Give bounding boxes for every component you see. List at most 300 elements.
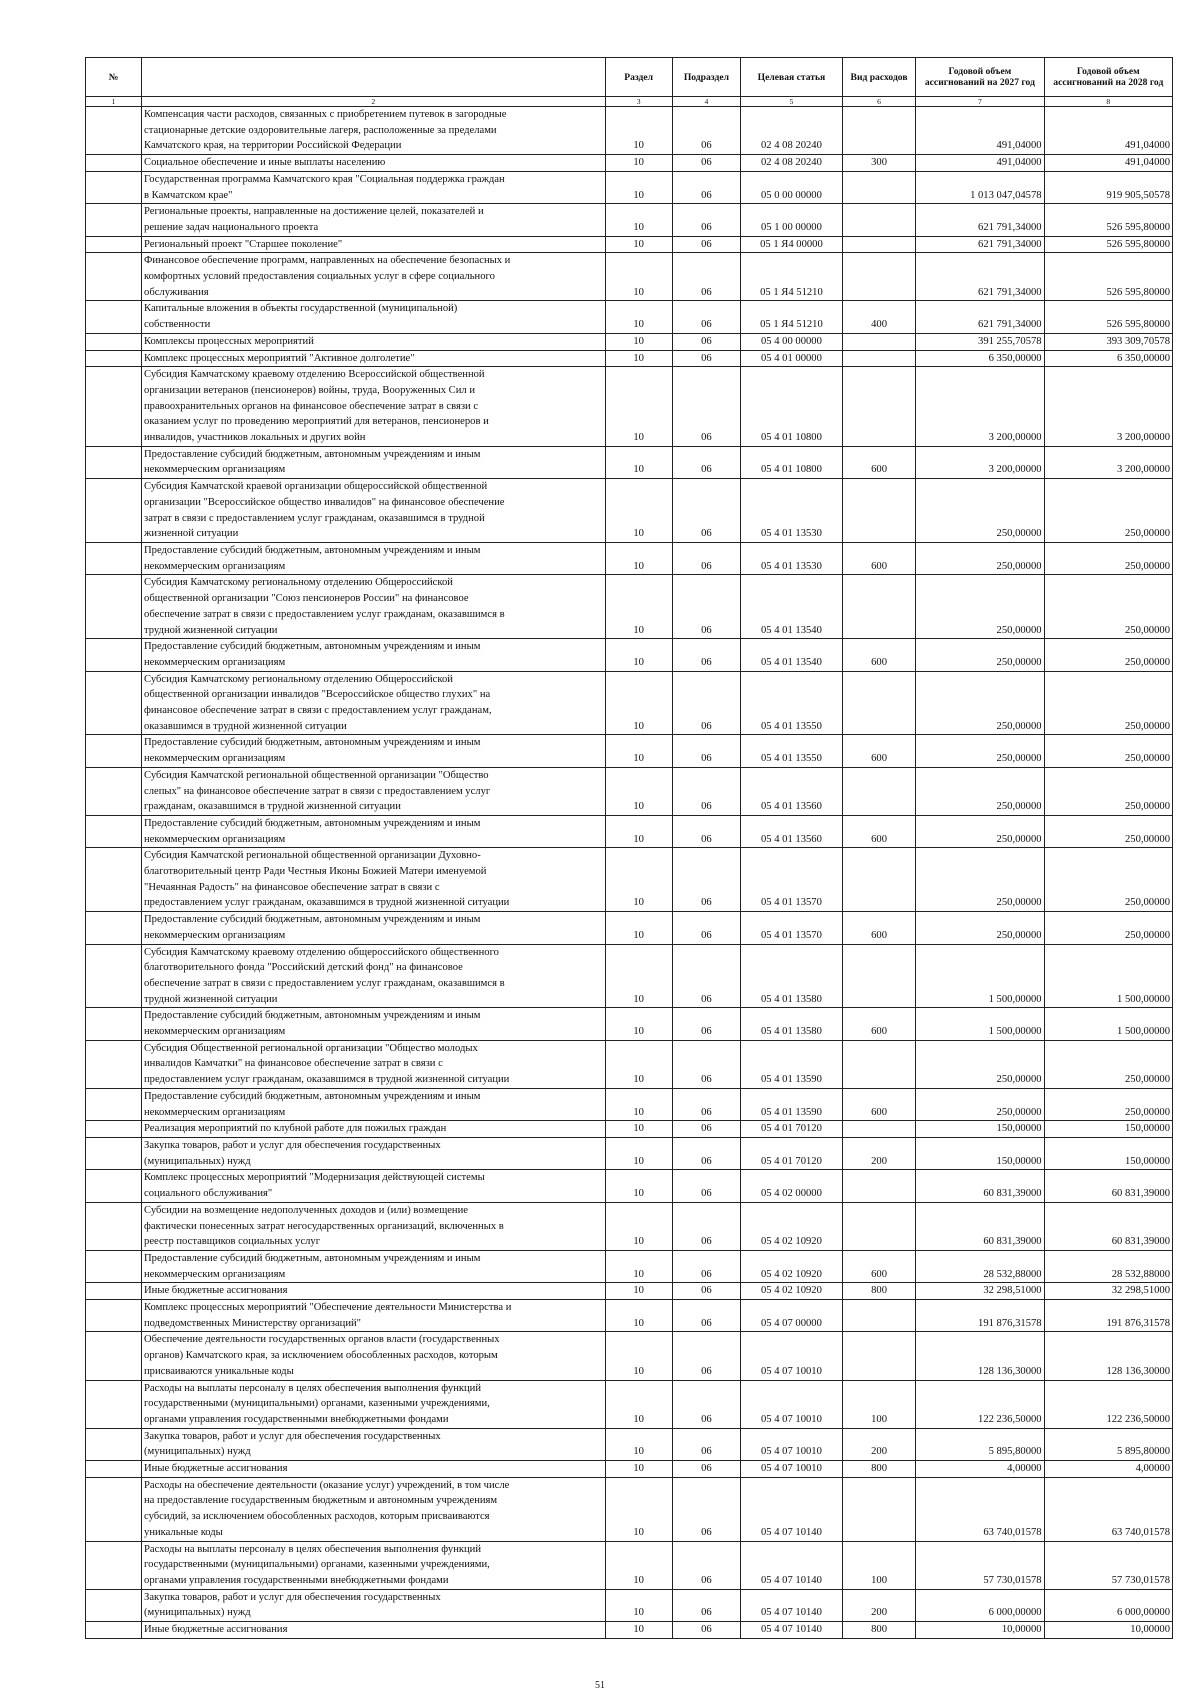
cell-amount-2027: 491,04000 xyxy=(916,155,1044,172)
col-header-expense-type: Вид расходов xyxy=(842,58,915,97)
cell-amount-2028: 3 200,00000 xyxy=(1044,446,1172,478)
col-header-2027: Годовой объем ассигнований на 2027 год xyxy=(916,58,1044,97)
cell-razdel: 10 xyxy=(605,575,672,639)
cell-expense-type xyxy=(842,253,915,301)
cell-number xyxy=(86,1008,142,1040)
cell-podrazdel: 06 xyxy=(672,671,740,735)
cell-podrazdel: 06 xyxy=(672,1428,740,1460)
cell-podrazdel: 06 xyxy=(672,767,740,815)
cell-item-name: Государственная программа Камчатского края "Социальная поддержка граждан в Камчатском крае" xyxy=(142,171,606,203)
col-index: 3 xyxy=(605,97,672,107)
cell-razdel: 10 xyxy=(605,236,672,253)
cell-razdel: 10 xyxy=(605,944,672,1008)
cell-amount-2027: 28 532,88000 xyxy=(916,1250,1044,1282)
cell-number xyxy=(86,367,142,447)
cell-amount-2028: 250,00000 xyxy=(1044,848,1172,912)
cell-amount-2028: 526 595,80000 xyxy=(1044,204,1172,236)
cell-razdel: 10 xyxy=(605,1622,672,1639)
cell-razdel: 10 xyxy=(605,1380,672,1428)
table-row xyxy=(86,1121,1173,1138)
cell-number xyxy=(86,1283,142,1300)
cell-number xyxy=(86,1121,142,1138)
cell-amount-2027: 1 013 047,04578 xyxy=(916,171,1044,203)
cell-amount-2027: 250,00000 xyxy=(916,735,1044,767)
cell-item-name: Субсидия Камчатскому региональному отделению Общероссийской общественной организации "Союз пенсионеров России" на финансовое обеспечение затрат в связи с предоставлением услуг гражданам, оказавшимся в трудной жизненной ситуации xyxy=(142,575,606,639)
cell-amount-2027: 122 236,50000 xyxy=(916,1380,1044,1428)
cell-amount-2028: 1 500,00000 xyxy=(1044,944,1172,1008)
cell-item-name: Предоставление субсидий бюджетным, автономным учреждениям и иным некоммерческим организациям xyxy=(142,639,606,671)
cell-amount-2028: 250,00000 xyxy=(1044,671,1172,735)
cell-expense-type: 600 xyxy=(842,639,915,671)
cell-expense-type xyxy=(842,107,915,155)
cell-number xyxy=(86,350,142,367)
cell-amount-2027: 250,00000 xyxy=(916,767,1044,815)
cell-expense-type xyxy=(842,1332,915,1380)
cell-target-article: 05 4 01 13570 xyxy=(741,848,843,912)
cell-razdel: 10 xyxy=(605,1121,672,1138)
table-row xyxy=(86,350,1173,367)
cell-item-name: Региональный проект "Старшее поколение" xyxy=(142,236,606,253)
cell-expense-type: 600 xyxy=(842,446,915,478)
table-row xyxy=(86,1622,1173,1639)
table-row xyxy=(86,1088,1173,1120)
cell-amount-2027: 4,00000 xyxy=(916,1461,1044,1478)
cell-amount-2028: 919 905,50578 xyxy=(1044,171,1172,203)
cell-target-article: 05 4 07 10140 xyxy=(741,1541,843,1589)
cell-razdel: 10 xyxy=(605,367,672,447)
cell-target-article: 05 4 07 10010 xyxy=(741,1461,843,1478)
cell-razdel: 10 xyxy=(605,1170,672,1202)
cell-amount-2028: 6 350,00000 xyxy=(1044,350,1172,367)
table-row xyxy=(86,1477,1173,1541)
cell-number xyxy=(86,301,142,333)
cell-amount-2028: 191 876,31578 xyxy=(1044,1300,1172,1332)
cell-target-article: 05 1 Я4 00000 xyxy=(741,236,843,253)
col-index: 5 xyxy=(741,97,843,107)
cell-expense-type: 800 xyxy=(842,1622,915,1639)
cell-podrazdel: 06 xyxy=(672,1088,740,1120)
cell-target-article: 05 4 07 10140 xyxy=(741,1622,843,1639)
cell-number xyxy=(86,1622,142,1639)
cell-target-article: 05 4 01 13580 xyxy=(741,944,843,1008)
cell-number xyxy=(86,1138,142,1170)
cell-target-article: 05 4 01 13590 xyxy=(741,1088,843,1120)
cell-item-name: Капитальные вложения в объекты государственной (муниципальной) собственности xyxy=(142,301,606,333)
cell-razdel: 10 xyxy=(605,333,672,350)
cell-podrazdel: 06 xyxy=(672,301,740,333)
cell-podrazdel: 06 xyxy=(672,1008,740,1040)
cell-amount-2027: 60 831,39000 xyxy=(916,1202,1044,1250)
cell-target-article: 05 4 01 13580 xyxy=(741,1008,843,1040)
cell-podrazdel: 06 xyxy=(672,1138,740,1170)
cell-item-name: Предоставление субсидий бюджетным, автономным учреждениям и иным некоммерческим организациям xyxy=(142,1250,606,1282)
cell-target-article: 05 4 01 13570 xyxy=(741,912,843,944)
cell-amount-2027: 491,04000 xyxy=(916,107,1044,155)
cell-number xyxy=(86,479,142,543)
cell-number xyxy=(86,1300,142,1332)
cell-amount-2027: 150,00000 xyxy=(916,1121,1044,1138)
cell-razdel: 10 xyxy=(605,155,672,172)
cell-amount-2027: 621 791,34000 xyxy=(916,236,1044,253)
cell-target-article: 05 4 07 10010 xyxy=(741,1428,843,1460)
cell-item-name: Иные бюджетные ассигнования xyxy=(142,1622,606,1639)
table-row xyxy=(86,479,1173,543)
table-row xyxy=(86,1589,1173,1621)
cell-amount-2027: 621 791,34000 xyxy=(916,253,1044,301)
cell-amount-2028: 5 895,80000 xyxy=(1044,1428,1172,1460)
cell-expense-type xyxy=(842,171,915,203)
cell-item-name: Финансовое обеспечение программ, направленных на обеспечение безопасных и комфортных условий предоставления социальных услуг в сфере социального обслуживания xyxy=(142,253,606,301)
cell-amount-2027: 6 000,00000 xyxy=(916,1589,1044,1621)
cell-podrazdel: 06 xyxy=(672,446,740,478)
cell-razdel: 10 xyxy=(605,479,672,543)
cell-amount-2028: 63 740,01578 xyxy=(1044,1477,1172,1541)
header-row xyxy=(86,58,1173,97)
cell-podrazdel: 06 xyxy=(672,350,740,367)
cell-expense-type xyxy=(842,1202,915,1250)
table-row xyxy=(86,1040,1173,1088)
cell-podrazdel: 06 xyxy=(672,815,740,847)
cell-razdel: 10 xyxy=(605,848,672,912)
cell-target-article: 05 4 02 00000 xyxy=(741,1170,843,1202)
cell-expense-type xyxy=(842,204,915,236)
cell-number xyxy=(86,944,142,1008)
cell-target-article: 05 4 01 13540 xyxy=(741,639,843,671)
cell-expense-type: 300 xyxy=(842,155,915,172)
cell-amount-2028: 250,00000 xyxy=(1044,542,1172,574)
cell-expense-type xyxy=(842,944,915,1008)
cell-amount-2028: 526 595,80000 xyxy=(1044,301,1172,333)
table-row xyxy=(86,333,1173,350)
cell-amount-2027: 3 200,00000 xyxy=(916,367,1044,447)
cell-amount-2027: 57 730,01578 xyxy=(916,1541,1044,1589)
cell-podrazdel: 06 xyxy=(672,1541,740,1589)
cell-amount-2028: 32 298,51000 xyxy=(1044,1283,1172,1300)
col-header-2028: Годовой объем ассигнований на 2028 год xyxy=(1044,58,1172,97)
cell-amount-2028: 150,00000 xyxy=(1044,1138,1172,1170)
cell-amount-2027: 150,00000 xyxy=(916,1138,1044,1170)
cell-amount-2028: 526 595,80000 xyxy=(1044,253,1172,301)
cell-number xyxy=(86,1380,142,1428)
cell-item-name: Комплекс процессных мероприятий "Модернизация действующей системы социального обслуживания" xyxy=(142,1170,606,1202)
cell-amount-2028: 10,00000 xyxy=(1044,1622,1172,1639)
col-header-razdel: Раздел xyxy=(605,58,672,97)
cell-item-name: Субсидия Камчатской региональной общественной организации Духовно- благотворительный центр Ради Честныя Иконы Божией Матери именуемой "Нечаянная Радость" на финансовое обеспечение затрат в связи с предоставлением услуг гражданам, оказавшимся в трудной жизненной ситуации xyxy=(142,848,606,912)
col-index: 2 xyxy=(142,97,606,107)
cell-target-article: 05 4 01 13560 xyxy=(741,767,843,815)
cell-razdel: 10 xyxy=(605,171,672,203)
cell-number xyxy=(86,171,142,203)
cell-number xyxy=(86,735,142,767)
table-row xyxy=(86,1170,1173,1202)
cell-expense-type xyxy=(842,236,915,253)
cell-item-name: Субсидия Камчатскому региональному отделению Общероссийской общественной организации инвалидов "Всероссийское общество глухих" на финансовое обеспечение затрат в связи с предоставлением услуг гражданам, оказавшимся в трудной жизненной ситуации xyxy=(142,671,606,735)
cell-podrazdel: 06 xyxy=(672,1250,740,1282)
cell-razdel: 10 xyxy=(605,1088,672,1120)
cell-item-name: Обеспечение деятельности государственных органов власти (государственных органов) Камчатского края, за исключением обособленных расходов, которым присваиваются уникальные коды xyxy=(142,1332,606,1380)
cell-amount-2027: 3 200,00000 xyxy=(916,446,1044,478)
cell-razdel: 10 xyxy=(605,1202,672,1250)
col-index: 4 xyxy=(672,97,740,107)
cell-amount-2028: 526 595,80000 xyxy=(1044,236,1172,253)
cell-expense-type: 600 xyxy=(842,1008,915,1040)
cell-amount-2027: 391 255,70578 xyxy=(916,333,1044,350)
cell-item-name: Субсидия Камчатскому краевому отделению Всероссийской общественной организации ветеранов (пенсионеров) войны, труда, Вооруженных Сил и правоохранительных органов на финансовое обеспечение затрат в связи с оказанием услуг по проведению мероприятий для ветеранов, пенсионеров и инвалидов, участников локальных и других войн xyxy=(142,367,606,447)
table-row xyxy=(86,944,1173,1008)
cell-number xyxy=(86,848,142,912)
cell-item-name: Субсидии на возмещение недополученных доходов и (или) возмещение фактически понесенных затрат негосударственных организаций, включенных в реестр поставщиков социальных услуг xyxy=(142,1202,606,1250)
cell-podrazdel: 06 xyxy=(672,479,740,543)
cell-target-article: 05 4 01 00000 xyxy=(741,350,843,367)
cell-amount-2027: 191 876,31578 xyxy=(916,1300,1044,1332)
cell-expense-type: 100 xyxy=(842,1541,915,1589)
cell-number xyxy=(86,204,142,236)
cell-podrazdel: 06 xyxy=(672,333,740,350)
cell-target-article: 02 4 08 20240 xyxy=(741,107,843,155)
cell-amount-2027: 621 791,34000 xyxy=(916,301,1044,333)
cell-amount-2027: 32 298,51000 xyxy=(916,1283,1044,1300)
cell-razdel: 10 xyxy=(605,1428,672,1460)
cell-item-name: Иные бюджетные ассигнования xyxy=(142,1461,606,1478)
cell-item-name: Расходы на выплаты персоналу в целях обеспечения выполнения функций государственными (муниципальными) органами, казенными учреждениями, органами управления государственными внебюджетными фондами xyxy=(142,1541,606,1589)
cell-podrazdel: 06 xyxy=(672,1283,740,1300)
cell-item-name: Закупка товаров, работ и услуг для обеспечения государственных (муниципальных) нужд xyxy=(142,1428,606,1460)
cell-amount-2028: 250,00000 xyxy=(1044,575,1172,639)
cell-amount-2027: 250,00000 xyxy=(916,912,1044,944)
cell-podrazdel: 06 xyxy=(672,1332,740,1380)
cell-item-name: Предоставление субсидий бюджетным, автономным учреждениям и иным некоммерческим организациям xyxy=(142,735,606,767)
table-row xyxy=(86,1283,1173,1300)
cell-podrazdel: 06 xyxy=(672,155,740,172)
table-row xyxy=(86,1461,1173,1478)
cell-amount-2027: 250,00000 xyxy=(916,1088,1044,1120)
cell-target-article: 05 4 00 00000 xyxy=(741,333,843,350)
cell-amount-2027: 60 831,39000 xyxy=(916,1170,1044,1202)
cell-number xyxy=(86,815,142,847)
cell-razdel: 10 xyxy=(605,204,672,236)
cell-item-name: Комплекс процессных мероприятий "Обеспечение деятельности Министерства и подведомственных Министерству организаций" xyxy=(142,1300,606,1332)
cell-number xyxy=(86,1428,142,1460)
table-row xyxy=(86,542,1173,574)
table-row xyxy=(86,1300,1173,1332)
cell-razdel: 10 xyxy=(605,107,672,155)
cell-expense-type: 400 xyxy=(842,301,915,333)
cell-target-article: 05 4 01 13550 xyxy=(741,671,843,735)
cell-number xyxy=(86,575,142,639)
col-header-name xyxy=(142,58,606,97)
cell-number xyxy=(86,1477,142,1541)
page-number: 51 xyxy=(595,1680,605,1691)
cell-number xyxy=(86,912,142,944)
col-index: 8 xyxy=(1044,97,1172,107)
cell-razdel: 10 xyxy=(605,350,672,367)
cell-razdel: 10 xyxy=(605,912,672,944)
cell-item-name: Закупка товаров, работ и услуг для обеспечения государственных (муниципальных) нужд xyxy=(142,1138,606,1170)
cell-razdel: 10 xyxy=(605,1283,672,1300)
cell-amount-2028: 250,00000 xyxy=(1044,735,1172,767)
cell-number xyxy=(86,671,142,735)
cell-target-article: 05 1 00 00000 xyxy=(741,204,843,236)
cell-expense-type: 600 xyxy=(842,542,915,574)
cell-razdel: 10 xyxy=(605,1138,672,1170)
cell-target-article: 05 4 07 10140 xyxy=(741,1477,843,1541)
cell-amount-2028: 122 236,50000 xyxy=(1044,1380,1172,1428)
cell-expense-type xyxy=(842,350,915,367)
table-row xyxy=(86,735,1173,767)
table-row xyxy=(86,1250,1173,1282)
cell-podrazdel: 06 xyxy=(672,1202,740,1250)
cell-target-article: 05 4 01 13560 xyxy=(741,815,843,847)
cell-razdel: 10 xyxy=(605,1589,672,1621)
cell-amount-2028: 4,00000 xyxy=(1044,1461,1172,1478)
cell-amount-2028: 491,04000 xyxy=(1044,107,1172,155)
cell-number xyxy=(86,236,142,253)
cell-number xyxy=(86,639,142,671)
cell-amount-2027: 1 500,00000 xyxy=(916,1008,1044,1040)
cell-amount-2027: 621 791,34000 xyxy=(916,204,1044,236)
col-header-num: № xyxy=(86,58,142,97)
cell-item-name: Предоставление субсидий бюджетным, автономным учреждениям и иным некоммерческим организациям xyxy=(142,912,606,944)
cell-amount-2027: 5 895,80000 xyxy=(916,1428,1044,1460)
cell-expense-type xyxy=(842,1121,915,1138)
cell-amount-2028: 28 532,88000 xyxy=(1044,1250,1172,1282)
cell-target-article: 02 4 08 20240 xyxy=(741,155,843,172)
cell-podrazdel: 06 xyxy=(672,848,740,912)
cell-item-name: Иные бюджетные ассигнования xyxy=(142,1283,606,1300)
table-row xyxy=(86,1428,1173,1460)
cell-item-name: Компенсация части расходов, связанных с приобретением путевок в загородные стационарные детские оздоровительные лагеря, расположенные за пределами Камчатского края, на территории Российской Федерации xyxy=(142,107,606,155)
cell-razdel: 10 xyxy=(605,1477,672,1541)
cell-podrazdel: 06 xyxy=(672,1589,740,1621)
table-row xyxy=(86,204,1173,236)
table-row xyxy=(86,1541,1173,1589)
cell-razdel: 10 xyxy=(605,1300,672,1332)
cell-target-article: 05 4 02 10920 xyxy=(741,1283,843,1300)
table-row xyxy=(86,107,1173,155)
cell-amount-2028: 57 730,01578 xyxy=(1044,1541,1172,1589)
cell-expense-type: 200 xyxy=(842,1428,915,1460)
cell-expense-type xyxy=(842,1477,915,1541)
cell-target-article: 05 4 07 10010 xyxy=(741,1332,843,1380)
cell-expense-type: 600 xyxy=(842,1088,915,1120)
cell-razdel: 10 xyxy=(605,253,672,301)
table-row xyxy=(86,815,1173,847)
cell-razdel: 10 xyxy=(605,767,672,815)
cell-amount-2027: 250,00000 xyxy=(916,848,1044,912)
cell-podrazdel: 06 xyxy=(672,1170,740,1202)
cell-expense-type: 800 xyxy=(842,1283,915,1300)
cell-expense-type xyxy=(842,767,915,815)
cell-item-name: Предоставление субсидий бюджетным, автономным учреждениям и иным некоммерческим организациям xyxy=(142,1088,606,1120)
cell-razdel: 10 xyxy=(605,1008,672,1040)
cell-amount-2028: 393 309,70578 xyxy=(1044,333,1172,350)
cell-amount-2028: 250,00000 xyxy=(1044,1088,1172,1120)
cell-podrazdel: 06 xyxy=(672,944,740,1008)
cell-razdel: 10 xyxy=(605,1332,672,1380)
table-row xyxy=(86,575,1173,639)
cell-amount-2027: 250,00000 xyxy=(916,1040,1044,1088)
cell-razdel: 10 xyxy=(605,1040,672,1088)
cell-item-name: Предоставление субсидий бюджетным, автономным учреждениям и иным некоммерческим организациям xyxy=(142,1008,606,1040)
cell-expense-type xyxy=(842,1040,915,1088)
cell-target-article: 05 4 07 00000 xyxy=(741,1300,843,1332)
cell-podrazdel: 06 xyxy=(672,1300,740,1332)
cell-amount-2027: 6 350,00000 xyxy=(916,350,1044,367)
cell-target-article: 05 4 01 13590 xyxy=(741,1040,843,1088)
cell-expense-type: 200 xyxy=(842,1138,915,1170)
cell-podrazdel: 06 xyxy=(672,204,740,236)
cell-razdel: 10 xyxy=(605,1461,672,1478)
cell-target-article: 05 4 07 10140 xyxy=(741,1589,843,1621)
cell-item-name: Предоставление субсидий бюджетным, автономным учреждениям и иным некоммерческим организациям xyxy=(142,446,606,478)
cell-number xyxy=(86,1461,142,1478)
cell-amount-2028: 250,00000 xyxy=(1044,767,1172,815)
cell-item-name: Предоставление субсидий бюджетным, автономным учреждениям и иным некоммерческим организациям xyxy=(142,815,606,847)
cell-number xyxy=(86,1589,142,1621)
table-row xyxy=(86,639,1173,671)
table-row xyxy=(86,171,1173,203)
cell-item-name: Социальное обеспечение и иные выплаты населению xyxy=(142,155,606,172)
cell-target-article: 05 1 Я4 51210 xyxy=(741,301,843,333)
cell-razdel: 10 xyxy=(605,1541,672,1589)
cell-razdel: 10 xyxy=(605,301,672,333)
cell-number xyxy=(86,1040,142,1088)
cell-target-article: 05 4 02 10920 xyxy=(741,1202,843,1250)
table-row xyxy=(86,848,1173,912)
cell-item-name: Региональные проекты, направленные на достижение целей, показателей и решение задач национального проекта xyxy=(142,204,606,236)
col-header-podrazdel: Подраздел xyxy=(672,58,740,97)
table-body xyxy=(86,107,1173,1639)
table-row xyxy=(86,1380,1173,1428)
cell-expense-type xyxy=(842,848,915,912)
col-header-target-article: Целевая статья xyxy=(741,58,843,97)
cell-podrazdel: 06 xyxy=(672,367,740,447)
cell-item-name: Реализация мероприятий по клубной работе для пожилых граждан xyxy=(142,1121,606,1138)
table-row xyxy=(86,671,1173,735)
cell-amount-2028: 60 831,39000 xyxy=(1044,1170,1172,1202)
cell-item-name: Комплексы процессных мероприятий xyxy=(142,333,606,350)
cell-amount-2028: 1 500,00000 xyxy=(1044,1008,1172,1040)
cell-amount-2027: 128 136,30000 xyxy=(916,1332,1044,1380)
cell-amount-2028: 250,00000 xyxy=(1044,479,1172,543)
cell-podrazdel: 06 xyxy=(672,575,740,639)
cell-amount-2028: 250,00000 xyxy=(1044,815,1172,847)
cell-podrazdel: 06 xyxy=(672,107,740,155)
cell-razdel: 10 xyxy=(605,815,672,847)
cell-amount-2027: 10,00000 xyxy=(916,1622,1044,1639)
cell-item-name: Субсидия Камчатской региональной общественной организации "Общество слепых" на финансовое обеспечение затрат в связи с предоставлением услуг гражданам, оказавшимся в трудной жизненной ситуации xyxy=(142,767,606,815)
cell-number xyxy=(86,155,142,172)
cell-podrazdel: 06 xyxy=(672,1040,740,1088)
cell-podrazdel: 06 xyxy=(672,1477,740,1541)
cell-number xyxy=(86,253,142,301)
cell-podrazdel: 06 xyxy=(672,1622,740,1639)
cell-number xyxy=(86,767,142,815)
cell-razdel: 10 xyxy=(605,1250,672,1282)
cell-amount-2027: 1 500,00000 xyxy=(916,944,1044,1008)
table-row xyxy=(86,1332,1173,1380)
table-row xyxy=(86,1202,1173,1250)
cell-target-article: 05 4 01 13540 xyxy=(741,575,843,639)
cell-podrazdel: 06 xyxy=(672,1121,740,1138)
cell-expense-type xyxy=(842,1300,915,1332)
cell-expense-type xyxy=(842,671,915,735)
cell-target-article: 05 4 01 13530 xyxy=(741,542,843,574)
col-index: 1 xyxy=(86,97,142,107)
cell-amount-2028: 128 136,30000 xyxy=(1044,1332,1172,1380)
cell-podrazdel: 06 xyxy=(672,1380,740,1428)
cell-amount-2028: 6 000,00000 xyxy=(1044,1589,1172,1621)
